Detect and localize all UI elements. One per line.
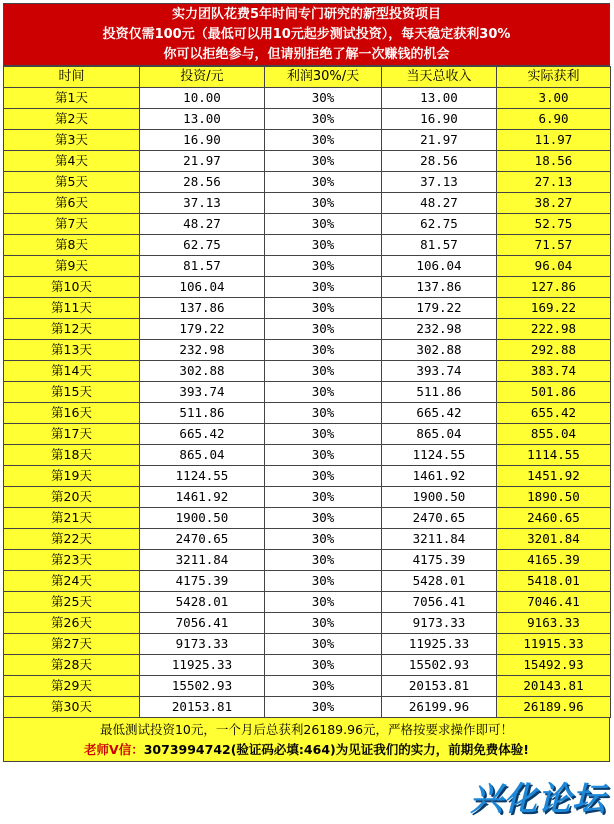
- table-cell: 1461.92: [140, 487, 265, 508]
- table-header-row: [4, 67, 611, 88]
- table-cell: 665.42: [140, 424, 265, 445]
- table-cell: 106.04: [382, 256, 497, 277]
- table-cell: 第14天: [4, 361, 140, 382]
- table-row: [4, 550, 611, 571]
- table-cell: 30%: [265, 172, 382, 193]
- table-cell: 2470.65: [140, 529, 265, 550]
- table-cell: 第9天: [4, 256, 140, 277]
- table-cell: 26199.96: [382, 697, 497, 718]
- table-cell: 137.86: [140, 298, 265, 319]
- table-row: [4, 340, 611, 361]
- table-cell: 20143.81: [497, 676, 611, 697]
- table-cell: 27.13: [497, 172, 611, 193]
- table-cell: 5428.01: [140, 592, 265, 613]
- table-cell: 第18天: [4, 445, 140, 466]
- table-cell: 第20天: [4, 487, 140, 508]
- table-row: [4, 109, 611, 130]
- table-cell: 21.97: [140, 151, 265, 172]
- table-cell: 1900.50: [382, 487, 497, 508]
- table-cell: 15502.93: [140, 676, 265, 697]
- table-cell: 第19天: [4, 466, 140, 487]
- column-header: 时间: [4, 67, 140, 88]
- table-row: [4, 424, 611, 445]
- table-cell: 48.27: [382, 193, 497, 214]
- table-cell: 232.98: [140, 340, 265, 361]
- table-row: [4, 382, 611, 403]
- table-cell: 3211.84: [140, 550, 265, 571]
- table-cell: 第29天: [4, 676, 140, 697]
- table-cell: 30%: [265, 151, 382, 172]
- table-cell: 393.74: [140, 382, 265, 403]
- table-cell: 第6天: [4, 193, 140, 214]
- table-cell: 37.13: [140, 193, 265, 214]
- table-row: [4, 613, 611, 634]
- table-cell: 第13天: [4, 340, 140, 361]
- table-row: [4, 235, 611, 256]
- table-cell: 第4天: [4, 151, 140, 172]
- table-row: [4, 193, 611, 214]
- table-cell: 30%: [265, 256, 382, 277]
- table-cell: 2460.65: [497, 508, 611, 529]
- table-row: [4, 298, 611, 319]
- table-cell: 第21天: [4, 508, 140, 529]
- table-cell: 38.27: [497, 193, 611, 214]
- table-row: [4, 466, 611, 487]
- table-cell: 11.97: [497, 130, 611, 151]
- table-cell: 28.56: [140, 172, 265, 193]
- table-row: [4, 361, 611, 382]
- table-cell: 665.42: [382, 403, 497, 424]
- table-cell: 11925.33: [140, 655, 265, 676]
- table-cell: 30%: [265, 361, 382, 382]
- table-cell: 第30天: [4, 697, 140, 718]
- table-cell: 30%: [265, 676, 382, 697]
- table-cell: 20153.81: [140, 697, 265, 718]
- table-cell: 232.98: [382, 319, 497, 340]
- table-cell: 30%: [265, 529, 382, 550]
- table-cell: 30%: [265, 298, 382, 319]
- table-cell: 30%: [265, 193, 382, 214]
- table-cell: 第15天: [4, 382, 140, 403]
- table-row: [4, 592, 611, 613]
- table-cell: 30%: [265, 403, 382, 424]
- table-cell: 第16天: [4, 403, 140, 424]
- table-cell: 30%: [265, 277, 382, 298]
- table-cell: 179.22: [140, 319, 265, 340]
- table-cell: 6.90: [497, 109, 611, 130]
- header-line-3: 你可以拒绝参与，但请别拒绝了解一次赚钱的机会: [163, 47, 450, 62]
- table-cell: 30%: [265, 487, 382, 508]
- table-cell: 30%: [265, 697, 382, 718]
- table-row: [4, 172, 611, 193]
- table-cell: 30%: [265, 424, 382, 445]
- table-cell: 865.04: [382, 424, 497, 445]
- investment-sheet: [3, 3, 610, 762]
- table-cell: 1124.55: [382, 445, 497, 466]
- table-row: [4, 529, 611, 550]
- table-cell: 30%: [265, 550, 382, 571]
- table-cell: 第24天: [4, 571, 140, 592]
- table-cell: 2470.65: [382, 508, 497, 529]
- table-cell: 383.74: [497, 361, 611, 382]
- table-cell: 4175.39: [140, 571, 265, 592]
- table-cell: 30%: [265, 508, 382, 529]
- table-cell: 30%: [265, 655, 382, 676]
- footer-note: [3, 718, 610, 762]
- table-cell: 1461.92: [382, 466, 497, 487]
- header-line-1: 实力团队花费5年时间专门研究的新型投资项目: [171, 7, 442, 22]
- table-cell: 30%: [265, 634, 382, 655]
- table-cell: 15492.93: [497, 655, 611, 676]
- table-cell: 9173.33: [382, 613, 497, 634]
- table-cell: 1900.50: [140, 508, 265, 529]
- table-cell: 30%: [265, 88, 382, 109]
- table-cell: 13.00: [140, 109, 265, 130]
- table-cell: 3211.84: [382, 529, 497, 550]
- table-row: [4, 319, 611, 340]
- table-row: [4, 130, 611, 151]
- table-cell: 81.57: [382, 235, 497, 256]
- table-row: [4, 655, 611, 676]
- table-cell: 1124.55: [140, 466, 265, 487]
- table-cell: 511.86: [382, 382, 497, 403]
- table-cell: 52.75: [497, 214, 611, 235]
- table-cell: 30%: [265, 214, 382, 235]
- table-row: [4, 151, 611, 172]
- table-row: [4, 634, 611, 655]
- table-cell: 第2天: [4, 109, 140, 130]
- table-cell: 1114.55: [497, 445, 611, 466]
- table-row: [4, 277, 611, 298]
- table-cell: 13.00: [382, 88, 497, 109]
- table-cell: 169.22: [497, 298, 611, 319]
- site-watermark-logo: 兴化论坛: [470, 779, 606, 818]
- table-cell: 11925.33: [382, 634, 497, 655]
- table-cell: 9173.33: [140, 634, 265, 655]
- table-cell: 96.04: [497, 256, 611, 277]
- table-cell: 第25天: [4, 592, 140, 613]
- table-cell: 第26天: [4, 613, 140, 634]
- table-cell: 865.04: [140, 445, 265, 466]
- table-cell: 第28天: [4, 655, 140, 676]
- table-cell: 5418.01: [497, 571, 611, 592]
- contact-label: 老师V信：: [84, 742, 144, 757]
- table-cell: 3.00: [497, 88, 611, 109]
- table-cell: 第23天: [4, 550, 140, 571]
- table-cell: 第3天: [4, 130, 140, 151]
- table-cell: 30%: [265, 109, 382, 130]
- table-cell: 第7天: [4, 214, 140, 235]
- table-cell: 30%: [265, 319, 382, 340]
- table-row: [4, 403, 611, 424]
- table-cell: 3201.84: [497, 529, 611, 550]
- table-cell: 30%: [265, 613, 382, 634]
- table-row: [4, 214, 611, 235]
- table-cell: 222.98: [497, 319, 611, 340]
- table-cell: 30%: [265, 445, 382, 466]
- table-cell: 10.00: [140, 88, 265, 109]
- header-line-2: 投资仅需100元（最低可以用10元起步测试投资），每天稳定获利30%: [102, 27, 511, 42]
- table-cell: 第17天: [4, 424, 140, 445]
- table-cell: 第11天: [4, 298, 140, 319]
- table-cell: 7046.41: [497, 592, 611, 613]
- table-cell: 30%: [265, 466, 382, 487]
- table-cell: 106.04: [140, 277, 265, 298]
- table-row: [4, 487, 611, 508]
- table-cell: 511.86: [140, 403, 265, 424]
- table-cell: 71.57: [497, 235, 611, 256]
- table-cell: 7056.41: [140, 613, 265, 634]
- table-cell: 第8天: [4, 235, 140, 256]
- table-row: [4, 256, 611, 277]
- table-cell: 855.04: [497, 424, 611, 445]
- table-row: [4, 445, 611, 466]
- footer-line-2: [4, 740, 609, 760]
- contact-text: 3073994742(验证码必填:464)为见证我们的实力，前期免费体验!: [143, 742, 529, 757]
- table-row: [4, 676, 611, 697]
- header-banner: [3, 3, 610, 66]
- table-cell: 16.90: [382, 109, 497, 130]
- table-cell: 15502.93: [382, 655, 497, 676]
- table-cell: 81.57: [140, 256, 265, 277]
- profit-table: [3, 66, 611, 718]
- table-cell: 37.13: [382, 172, 497, 193]
- table-cell: 127.86: [497, 277, 611, 298]
- table-cell: 11915.33: [497, 634, 611, 655]
- column-header: 实际获利: [497, 67, 611, 88]
- table-row: [4, 697, 611, 718]
- table-cell: 655.42: [497, 403, 611, 424]
- footer-line-1: 最低测试投资10元，一个月后总获利26189.96元，严格按要求操作即可！: [99, 722, 514, 737]
- table-cell: 302.88: [140, 361, 265, 382]
- table-row: [4, 571, 611, 592]
- table-cell: 第1天: [4, 88, 140, 109]
- table-cell: 137.86: [382, 277, 497, 298]
- table-cell: 第27天: [4, 634, 140, 655]
- table-cell: 20153.81: [382, 676, 497, 697]
- table-cell: 第10天: [4, 277, 140, 298]
- table-cell: 302.88: [382, 340, 497, 361]
- table-cell: 18.56: [497, 151, 611, 172]
- table-cell: 第22天: [4, 529, 140, 550]
- table-cell: 62.75: [140, 235, 265, 256]
- table-cell: 4175.39: [382, 550, 497, 571]
- table-cell: 30%: [265, 382, 382, 403]
- table-row: [4, 88, 611, 109]
- table-cell: 1890.50: [497, 487, 611, 508]
- table-cell: 62.75: [382, 214, 497, 235]
- table-cell: 30%: [265, 571, 382, 592]
- table-cell: 1451.92: [497, 466, 611, 487]
- table-cell: 501.86: [497, 382, 611, 403]
- column-header: 投资/元: [140, 67, 265, 88]
- table-cell: 21.97: [382, 130, 497, 151]
- table-row: [4, 508, 611, 529]
- table-cell: 第5天: [4, 172, 140, 193]
- table-cell: 179.22: [382, 298, 497, 319]
- table-cell: 26189.96: [497, 697, 611, 718]
- table-cell: 393.74: [382, 361, 497, 382]
- table-cell: 28.56: [382, 151, 497, 172]
- table-cell: 7056.41: [382, 592, 497, 613]
- column-header: 当天总收入: [382, 67, 497, 88]
- table-cell: 第12天: [4, 319, 140, 340]
- table-cell: 4165.39: [497, 550, 611, 571]
- table-cell: 48.27: [140, 214, 265, 235]
- table-cell: 30%: [265, 130, 382, 151]
- table-cell: 30%: [265, 592, 382, 613]
- table-cell: 30%: [265, 340, 382, 361]
- table-cell: 30%: [265, 235, 382, 256]
- table-cell: 292.88: [497, 340, 611, 361]
- table-cell: 5428.01: [382, 571, 497, 592]
- table-cell: 16.90: [140, 130, 265, 151]
- column-header: 利润30%/天: [265, 67, 382, 88]
- table-cell: 9163.33: [497, 613, 611, 634]
